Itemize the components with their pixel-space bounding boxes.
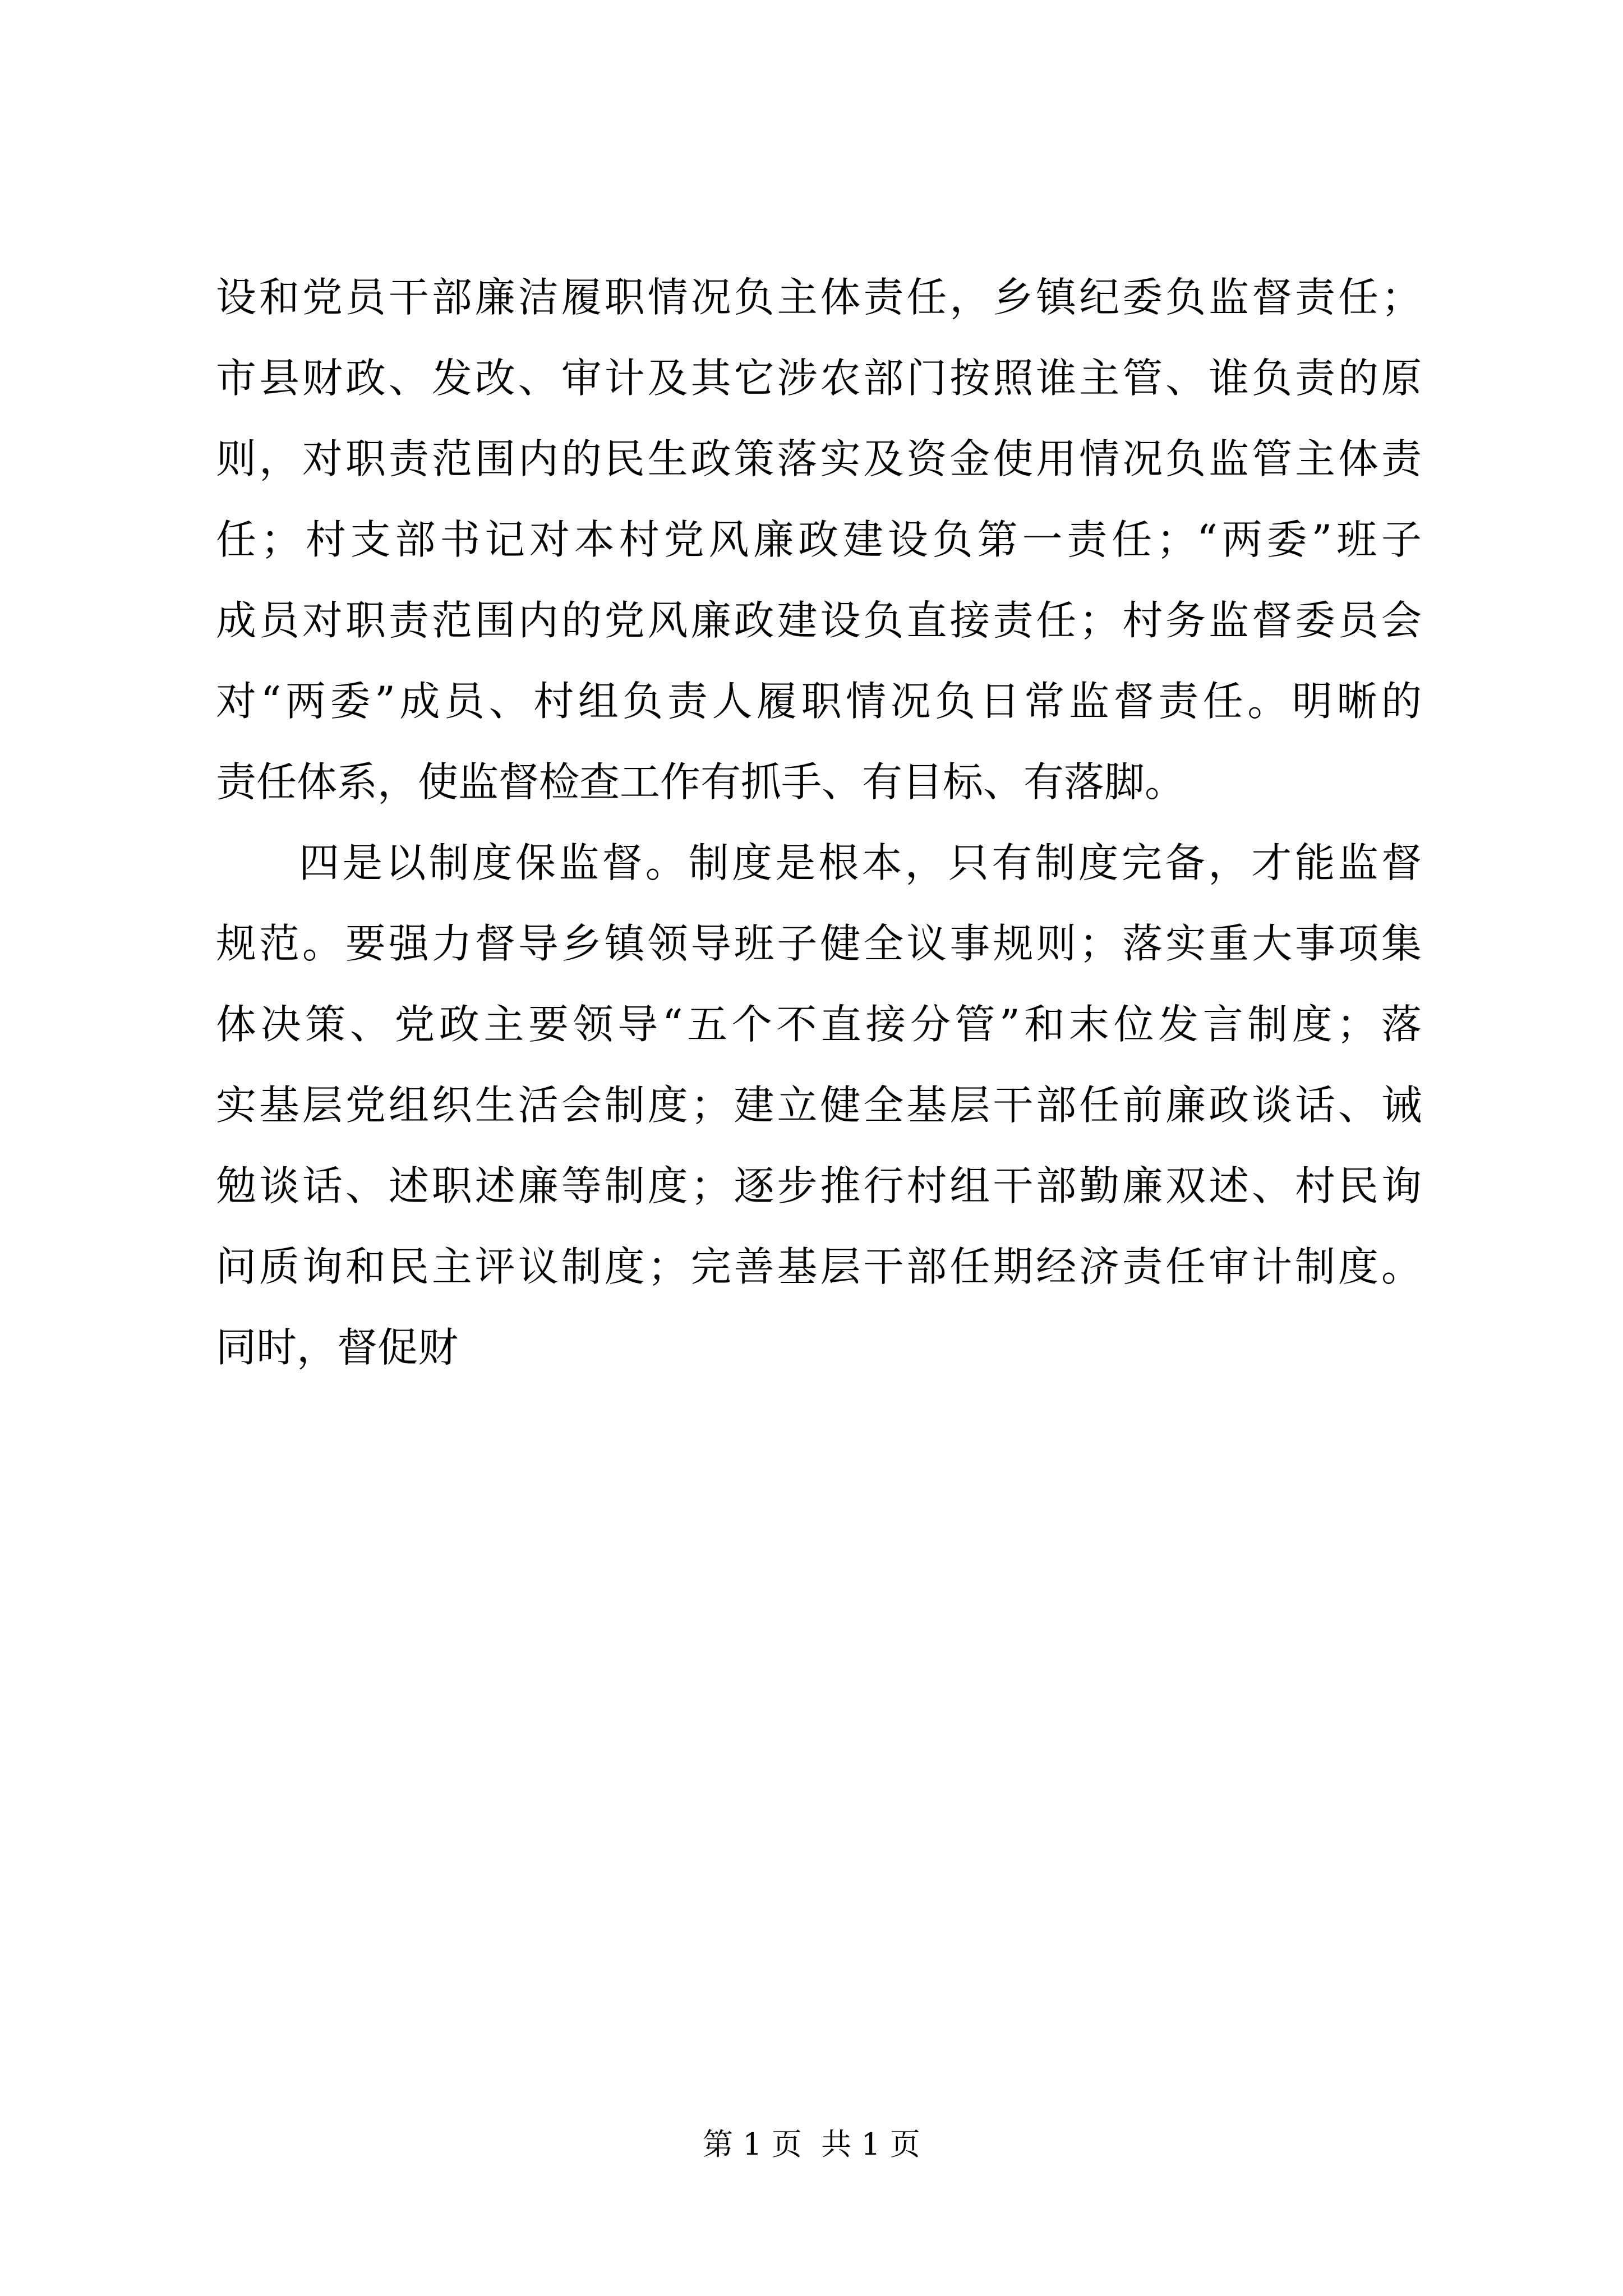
text-line: 四是以制度保监督。制度是根本，只有制度完备，才能监督 [299,839,1422,886]
text-line: 问质询和民主评议制度；完善基层干部任期经济责任审计制度。 [216,1243,1422,1290]
text-line: 对“两委”成员、村组负责人履职情况负日常监督责任。明晰的 [216,678,1422,725]
text-line: 任；村支部书记对本村党风廉政建设负第一责任；“两委”班子 [216,516,1422,563]
text-line: 实基层党组织生活会制度；建立健全基层干部任前廉政谈话、诫 [216,1082,1422,1129]
text-line: 成员对职责范围内的党风廉政建设负直接责任；村务监督委员会 [216,597,1422,644]
text-line: 规范。要强力督导乡镇领导班子健全议事规则；落实重大事项集 [216,920,1422,967]
text-line: 市县财政、发改、审计及其它涉农部门按照谁主管、谁负责的原 [216,355,1422,402]
body-text [216,257,1422,1388]
text-line: 勉谈话、述职述廉等制度；逐步推行村组干部勤廉双述、村民询 [216,1162,1422,1209]
page-number-footer: 第 1 页 共 1 页 [703,2127,920,2162]
text-line: 设和党员干部廉洁履职情况负主体责任，乡镇纪委负监督责任； [216,274,1422,321]
text-line: 同时，督促财 [216,1324,459,1371]
text-line: 体决策、党政主要领导“五个不直接分管”和末位发言制度；落 [216,1001,1422,1048]
text-line: 责任体系，使监督检查工作有抓手、有目标、有落脚。 [216,758,1186,806]
text-line: 则，对职责范围内的民生政策落实及资金使用情况负监管主体责 [216,435,1422,482]
